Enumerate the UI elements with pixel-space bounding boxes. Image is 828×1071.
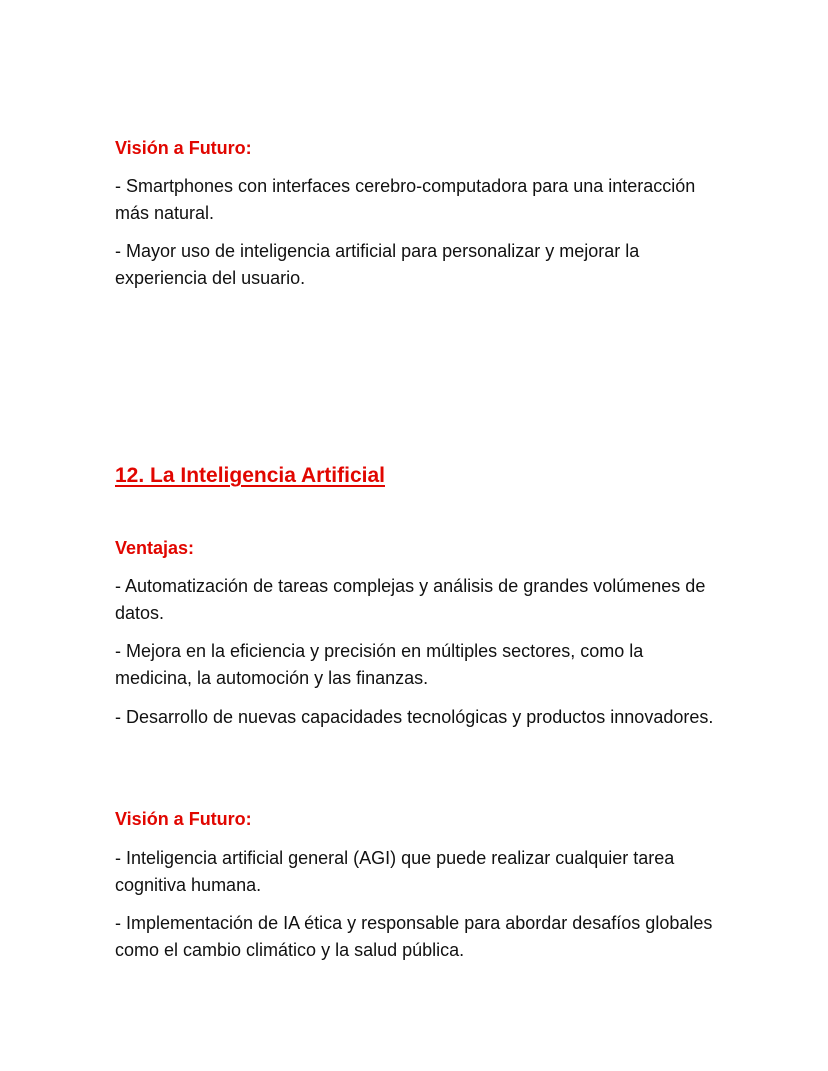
- future-heading: Visión a Futuro:: [115, 809, 252, 829]
- section-title: 12. La Inteligencia Artificial: [115, 464, 385, 487]
- advantages-heading: Ventajas:: [115, 538, 195, 558]
- future-heading-prev: Visión a Futuro:: [115, 138, 252, 158]
- advantage-item-2: - Mejora en la eficiencia y precisión en múltiples sectores, como la medicina, la automoción y las finanzas.: [115, 641, 644, 688]
- future-item-1: - Inteligencia artificial general (AGI) que puede realizar cualquier tarea cognitiva humana.: [115, 848, 675, 895]
- future-item-prev-2: - Mayor uso de inteligencia artificial para personalizar y mejorar la experiencia del usuario.: [115, 241, 640, 288]
- advantage-item-3: - Desarrollo de nuevas capacidades tecnológicas y productos innovadores.: [115, 707, 714, 727]
- advantage-item-1: - Automatización de tareas complejas y análisis de grandes volúmenes de datos.: [115, 576, 706, 623]
- future-item-prev-1: - Smartphones con interfaces cerebro-computadora para una interacción más natural.: [115, 176, 696, 223]
- future-item-2: - Implementación de IA ética y responsable para abordar desafíos globales como el cambio climático y la salud pública.: [115, 913, 713, 960]
